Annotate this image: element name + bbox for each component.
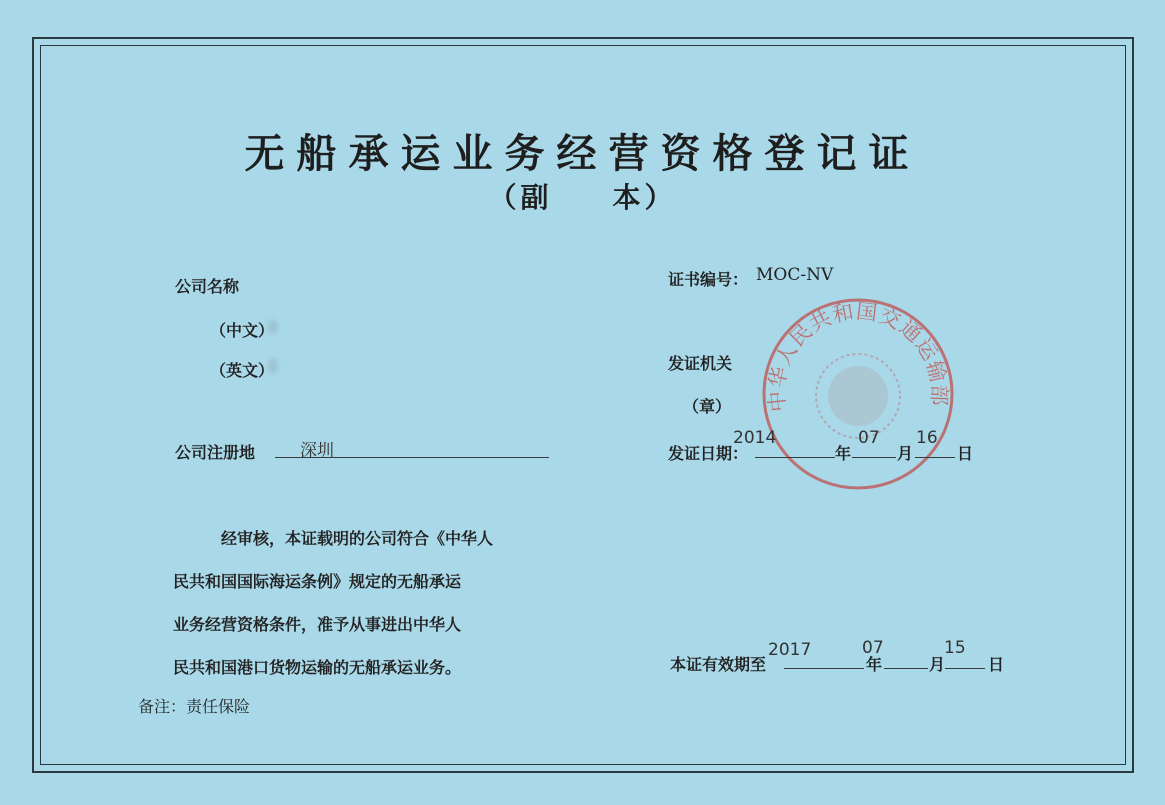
registration-place-label: 公司注册地	[175, 443, 256, 462]
redaction-mark	[268, 320, 278, 334]
valid-year-line	[784, 668, 864, 669]
valid-year-char: 年	[866, 655, 883, 674]
issue-date-label: 发证日期：	[668, 444, 749, 463]
seal-text: 中华人民共和国交通运输部	[764, 299, 952, 413]
registration-place-value: 深圳	[300, 441, 334, 461]
subtitle-left: （副	[488, 181, 553, 214]
valid-month-char: 月	[929, 655, 946, 674]
issue-day-line	[915, 457, 955, 458]
valid-month-line	[884, 668, 928, 669]
certificate-number-label: 证书编号：	[668, 270, 749, 289]
certificate-subtitle	[0, 176, 1165, 216]
approval-statement	[173, 517, 553, 689]
valid-day-line	[945, 668, 985, 669]
issue-year-char: 年	[835, 444, 852, 463]
statement-line: 民共和国港口货物运输的无船承运业务。	[173, 658, 462, 677]
certificate-title: 无船承运业务经营资格登记证	[244, 130, 921, 177]
subtitle-right: 本）	[612, 181, 677, 214]
issue-month-char: 月	[897, 444, 914, 463]
issue-year-line	[755, 457, 835, 458]
issue-day-char: 日	[957, 444, 974, 463]
valid-year: 2017	[768, 640, 812, 660]
statement-line: 经审核，本证载明的公司符合《中华人	[221, 529, 494, 548]
issue-day: 16	[916, 428, 938, 448]
official-seal	[760, 296, 956, 492]
english-name-label: （英文）	[210, 361, 275, 380]
remark: 备注：责任保险	[138, 697, 251, 716]
seal-label: （章）	[683, 397, 732, 416]
issue-month: 07	[858, 428, 880, 448]
issuer-label: 发证机关	[668, 354, 733, 373]
valid-day: 15	[944, 638, 966, 658]
redaction-mark	[268, 358, 278, 374]
statement-line: 业务经营资格条件，准予从事进出中华人	[173, 615, 462, 634]
certificate-number-value: MOC-NV	[756, 265, 834, 285]
statement-line: 民共和国国际海运条例》规定的无船承运	[173, 572, 462, 591]
issue-year: 2014	[733, 428, 777, 448]
valid-until-label: 本证有效期至	[670, 655, 767, 674]
company-name-label: 公司名称	[175, 277, 240, 296]
valid-month: 07	[862, 638, 884, 658]
valid-day-char: 日	[988, 655, 1005, 674]
registration-place-line	[275, 457, 549, 458]
chinese-name-label: （中文）	[210, 321, 275, 340]
issue-month-line	[852, 457, 896, 458]
